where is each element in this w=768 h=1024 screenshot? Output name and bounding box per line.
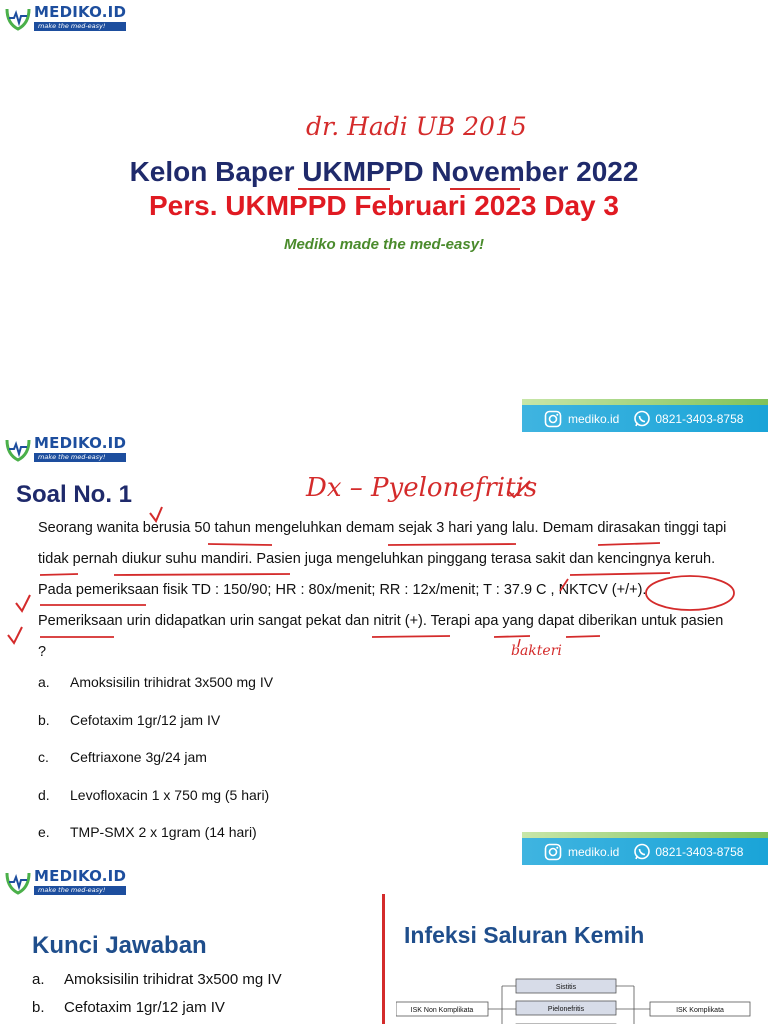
mediko-logo-icon [4,4,32,32]
slide-tagline: Mediko made the med-easy! [283,236,485,253]
contact-bar-accent [522,399,768,405]
logo-name: MEDIKO.ID [34,867,127,885]
logo-tagline: make the med-easy! [34,886,126,895]
instagram-handle: mediko.id [568,411,620,426]
answer-key-title: Kunci Jawaban [32,932,207,959]
question-number-title: Soal No. 1 [16,481,133,508]
mediko-logo-icon [4,868,32,896]
whatsapp-icon [633,843,651,861]
diagram-node-pielonefritis: Pielonefritis [547,1006,585,1013]
handwritten-signature: dr. Hadi UB 2015 [306,112,527,141]
diagram-node-isk-non-komplikata: ISK Non Komplikata [410,1007,474,1014]
answer-key-list [32,971,282,1024]
question-slide [0,433,768,865]
logo-name: MEDIKO.ID [34,434,127,452]
mediko-logo [4,868,126,896]
instagram-icon [544,410,562,428]
diagram-node-isk-komplikata: ISK Komplikata [676,1007,724,1014]
contact-bar-accent [522,832,768,838]
option-b[interactable]: b. Cefotaxim 1gr/12 jam IV [38,711,221,728]
contact-bar [522,405,768,432]
title-slide [0,0,768,432]
diagram-node-sistitis: Sistitis [555,984,577,991]
isk-title: Infeksi Saluran Kemih [404,922,645,948]
isk-diagram [396,974,756,1024]
contact-bar [522,838,768,865]
logo-name: MEDIKO.ID [34,3,127,21]
phone-number: 0821-3403-8758 [655,844,744,859]
instagram-icon [544,843,562,861]
slide-title-line2: Pers. UKMPPD Februari 2023 Day 3 [149,190,619,221]
mediko-logo-icon [4,435,32,463]
option-a[interactable]: a. Amoksisilin trihidrat 3x500 mg IV [38,674,274,690]
option-d[interactable]: d. Levofloxacin 1 x 750 mg (5 hari) [38,786,270,803]
mediko-logo [4,4,126,32]
answer-a: a. Amoksisilin trihidrat 3x500 mg IV [32,971,282,988]
logo-tagline: make the med-easy! [34,22,126,31]
red-divider [382,894,385,1024]
question-text: Seorang wanita berusia 50 tahun mengeluhkan demam sejak 3 hari yang lalu. Demam dirasakan tinggi tapi tidak pernah diukur suhu mandiri. Pasien juga mengeluhkan pinggang terasa sakit dan kencingnya keruh. Pada pemeriksaan fisik TD : 150/90; HR : 80x/menit; RR : 12x/menit; T : 37.9 C , NKTCV (+/+). Pemeriksaan urin didapatkan urin sangat pekat dan nitrit (+). Terapi apa yang dapat diberikan untuk pasien ? [38,520,727,660]
mediko-logo [4,435,126,463]
option-c[interactable]: c. Ceftriaxone 3g/24 jam [38,749,207,765]
answer-b: b. Cefotaxim 1gr/12 jam IV [32,999,225,1016]
slide-title-line1: Kelon Baper UKMPPD November 2022 [129,156,639,187]
handwritten-note: bakteri [511,643,562,659]
phone-number: 0821-3403-8758 [655,411,744,426]
option-e[interactable]: e. TMP-SMX 2 x 1gram (14 hari) [38,824,257,840]
instagram-handle: mediko.id [568,844,620,859]
handwritten-diagnosis: Dx – Pyelonefritis [306,473,538,503]
whatsapp-icon [633,410,651,428]
logo-tagline: make the med-easy! [34,453,126,462]
answer-key-slide [0,866,768,1024]
